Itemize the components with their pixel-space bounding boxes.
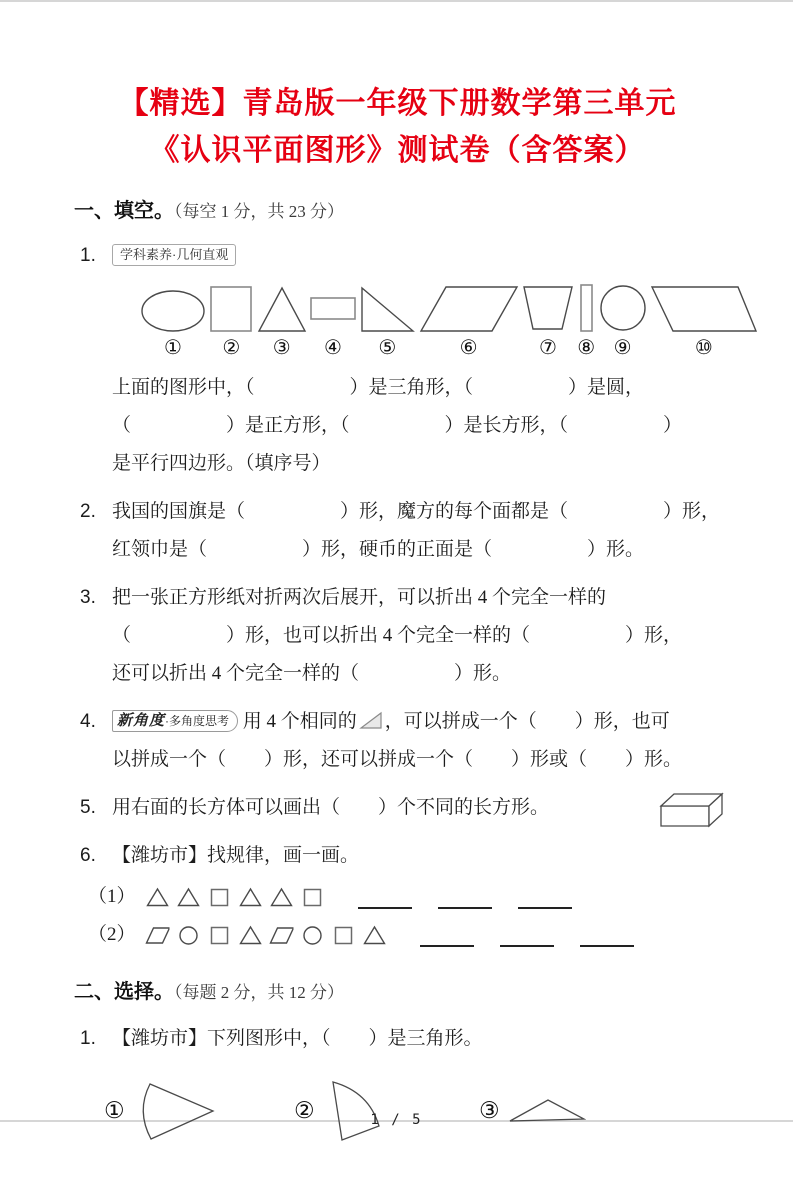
page-number: 1 / 5 bbox=[370, 1112, 423, 1128]
question-4-number: 4. bbox=[80, 711, 96, 732]
question-5-number: 5. bbox=[80, 797, 96, 818]
shape-cell-parallelogram-wide bbox=[650, 285, 758, 361]
shape-cell-trapezoid bbox=[522, 285, 574, 361]
circle-pattern-shape bbox=[176, 924, 201, 946]
new-angle-badge-rest: ·多角度思考 bbox=[165, 714, 230, 728]
choice-figure-1 bbox=[104, 1080, 294, 1142]
answer-blank bbox=[500, 921, 554, 947]
question-2-number: 2. bbox=[80, 501, 96, 522]
shape-number: ⑧ bbox=[577, 337, 596, 359]
section2-note: （每题 2 分，共 12 分） bbox=[174, 983, 344, 1002]
choice-figure-row bbox=[104, 1080, 721, 1142]
shape-number: ⑥ bbox=[459, 337, 478, 359]
shape-number: ⑩ bbox=[694, 337, 713, 359]
q1-text-line1: 上面的图形中，（ ）是三角形，（ ）是圆， bbox=[112, 377, 645, 398]
q4-text-line1 bbox=[112, 703, 721, 741]
section1-heading bbox=[74, 194, 721, 223]
q3-text-line3: 还可以折出 4 个完全一样的（ ）形。 bbox=[112, 663, 512, 684]
triangle-pattern-shape bbox=[238, 886, 263, 908]
paper-title-line1: 【精选】青岛版一年级下册数学第三单元 bbox=[118, 87, 677, 120]
s2q1-text: 【潍坊市】下列图形中，（ ）是三角形。 bbox=[112, 1028, 483, 1049]
q2-text-line1: 我国的国旗是（ ）形，魔方的每个面都是（ ）形， bbox=[112, 501, 721, 522]
shape-cell-thin-rectangle bbox=[577, 283, 595, 361]
answer-blank bbox=[358, 883, 412, 909]
section2-heading bbox=[74, 975, 721, 1004]
triangle-pattern-shape bbox=[238, 924, 263, 946]
section2-question-1 bbox=[74, 1020, 721, 1058]
square-pattern-shape bbox=[207, 886, 232, 908]
parallelogram-shape bbox=[419, 285, 519, 333]
shape-cell-ellipse bbox=[140, 287, 206, 361]
q1-text-line3: 是平行四边形。（填序号） bbox=[112, 453, 331, 474]
question-5 bbox=[74, 789, 721, 827]
question-1 bbox=[74, 237, 721, 483]
test-paper-page bbox=[0, 80, 793, 1198]
paper-title bbox=[74, 80, 721, 174]
q3-text-line2: （ ）形，也可以折出 4 个完全一样的（ ）形， bbox=[112, 625, 683, 646]
ellipse-shape bbox=[140, 287, 206, 333]
section1-note: （每空 1 分，共 23 分） bbox=[174, 202, 344, 221]
pattern-row-1-shapes bbox=[142, 883, 584, 913]
pattern-row-1 bbox=[88, 881, 721, 913]
cuboid-figure bbox=[657, 791, 735, 831]
square-shape bbox=[209, 285, 253, 333]
right-triangle-shape bbox=[359, 285, 415, 333]
triangle-shape bbox=[257, 285, 307, 333]
triangle-pattern-shape bbox=[145, 886, 170, 908]
shape-cell-circle bbox=[599, 283, 647, 361]
parallelogram-pattern-shape bbox=[269, 924, 294, 946]
answer-blank bbox=[580, 921, 634, 947]
square-pattern-shape bbox=[331, 924, 356, 946]
shape-number: ④ bbox=[324, 337, 342, 359]
answer-blank bbox=[438, 883, 492, 909]
shape-number: ⑦ bbox=[539, 337, 557, 359]
shape-cell-right-triangle bbox=[359, 285, 415, 361]
circle-pattern-shape bbox=[300, 924, 325, 946]
section1-title: 一、填空。 bbox=[74, 200, 174, 222]
shape-number: ⑤ bbox=[378, 337, 397, 359]
small-gray-right-triangle-icon bbox=[359, 710, 383, 730]
q4-text-line2: 以拼成一个（ ）形，还可以拼成一个（ ）形或（ ）形。 bbox=[112, 749, 683, 770]
triangle-pattern-shape bbox=[269, 886, 294, 908]
thin-rectangle-shape bbox=[579, 283, 594, 333]
shape-cell-triangle bbox=[257, 285, 307, 361]
triangle-pattern-shape bbox=[176, 886, 201, 908]
paper-title-line2: 《认识平面图形》测试卷（含答案） bbox=[149, 134, 646, 167]
new-angle-badge-strong: 新角度 bbox=[117, 712, 166, 729]
parallelogram-wide-shape bbox=[650, 285, 758, 333]
square-pattern-shape bbox=[207, 924, 232, 946]
answer-blank bbox=[518, 883, 572, 909]
question-6 bbox=[74, 837, 721, 951]
section2-title: 二、选择。 bbox=[74, 981, 174, 1003]
curved-sector-shape bbox=[323, 1080, 383, 1142]
pattern-row-2 bbox=[88, 919, 721, 951]
q1-text-line2: （ ）是正方形，（ ）是长方形，（ ） bbox=[112, 415, 683, 436]
answer-blank bbox=[420, 921, 474, 947]
parallelogram-pattern-shape bbox=[145, 924, 170, 946]
shape-cell-rectangle bbox=[310, 285, 356, 361]
q4-text-before: 用 4 个相同的 bbox=[242, 711, 357, 732]
question-1-number: 1. bbox=[80, 245, 96, 266]
question-4 bbox=[74, 703, 721, 779]
figure-number: ③ bbox=[479, 1098, 500, 1123]
shape-number: ① bbox=[164, 337, 182, 359]
q4-text-after: ，可以拼成一个（ ）形，也可 bbox=[384, 711, 670, 732]
q6-text: 【潍坊市】找规律，画一画。 bbox=[112, 845, 360, 866]
figure-number: ② bbox=[294, 1098, 315, 1123]
shape-cell-parallelogram bbox=[419, 285, 519, 361]
pattern-row-1-label: （1） bbox=[88, 886, 136, 907]
question-3-number: 3. bbox=[80, 587, 96, 608]
q5-text: 用右面的长方体可以画出（ ）个不同的长方形。 bbox=[112, 797, 550, 818]
competency-badge: 学科素养·几何直观 bbox=[112, 244, 236, 266]
question-6-number: 6. bbox=[80, 845, 96, 866]
shape-number: ⑨ bbox=[613, 337, 632, 359]
triangle-pattern-shape bbox=[362, 924, 387, 946]
section2-question-1-number: 1. bbox=[80, 1028, 96, 1049]
q3-text-line1: 把一张正方形纸对折两次后展开，可以折出 4 个完全一样的 bbox=[112, 587, 607, 608]
shape-number: ② bbox=[222, 337, 241, 359]
shape-cell-square bbox=[209, 285, 253, 361]
figure-number: ① bbox=[104, 1098, 125, 1123]
rectangle-shape bbox=[310, 285, 356, 333]
pattern-row-2-label: （2） bbox=[88, 924, 136, 945]
square-pattern-shape bbox=[300, 886, 325, 908]
shape-number: ③ bbox=[272, 337, 291, 359]
shape-figure-row bbox=[140, 283, 758, 361]
q2-text-line2: 红领巾是（ ）形，硬币的正面是（ ）形。 bbox=[112, 539, 645, 560]
pattern-row-2-shapes bbox=[142, 921, 646, 951]
question-2 bbox=[74, 493, 721, 569]
circle-shape bbox=[599, 283, 647, 333]
question-3 bbox=[74, 579, 721, 693]
new-angle-badge bbox=[112, 710, 238, 732]
choice-figure-2 bbox=[294, 1080, 479, 1142]
trapezoid-shape bbox=[522, 285, 574, 333]
curved-side-cone-shape bbox=[133, 1080, 215, 1142]
